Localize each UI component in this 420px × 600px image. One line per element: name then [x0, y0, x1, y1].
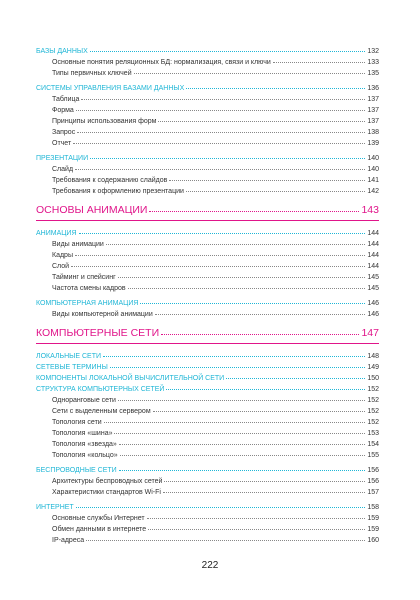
toc-title: Запрос — [52, 129, 76, 136]
chapter-rule — [36, 343, 379, 344]
toc-title: Требования к содержанию слайдов — [52, 177, 168, 184]
toc-entry[interactable] — [36, 534, 379, 545]
dot-leader — [76, 500, 366, 508]
toc-title: Слайд — [52, 166, 74, 173]
toc-title: АНИМАЦИЯ — [36, 230, 77, 237]
toc-page-number: 147 — [361, 327, 379, 339]
page-number: 222 — [201, 560, 219, 571]
toc-entry[interactable] — [36, 486, 379, 497]
toc-page-number: 148 — [367, 353, 379, 360]
dot-leader — [75, 162, 365, 170]
dot-leader — [104, 415, 366, 423]
toc-title: Слой — [52, 263, 70, 270]
toc-page-number: 159 — [367, 526, 379, 533]
toc-page-number: 139 — [367, 140, 379, 147]
toc-page-number: 140 — [367, 166, 379, 173]
dot-leader — [153, 404, 366, 412]
toc-title: Архитектуры беспроводных сетей — [52, 478, 163, 485]
dot-leader — [118, 270, 366, 278]
toc-page-number: 140 — [367, 155, 379, 162]
dot-leader — [73, 136, 365, 144]
toc-chapter[interactable] — [36, 325, 379, 339]
toc-title: КОМПЬЮТЕРНАЯ АНИМАЦИЯ — [36, 300, 139, 307]
dot-leader — [81, 92, 365, 100]
toc-page-number: 144 — [367, 252, 379, 259]
toc-title: Виды компьютерной анимации — [52, 311, 153, 318]
toc-title: Топология «звезда» — [52, 441, 117, 448]
toc-page-number: 156 — [367, 467, 379, 474]
toc-entry[interactable] — [36, 308, 379, 319]
toc-title: Требования к оформлению презентации — [52, 188, 184, 195]
dot-leader — [77, 125, 365, 133]
toc-title: Кадры — [52, 252, 73, 259]
toc-title: Отчет — [52, 140, 72, 147]
toc-entry[interactable] — [36, 185, 379, 196]
toc-title: ИНТЕРНЕТ — [36, 504, 74, 511]
toc-title: Основные понятия реляционных БД: нормализация, связи и ключи — [52, 59, 271, 66]
toc-page-number: 137 — [367, 118, 379, 125]
toc-title: Принципы использования форм — [52, 118, 157, 125]
toc-title: IP-адреса — [52, 537, 85, 544]
toc-page-number: 144 — [367, 241, 379, 248]
dot-leader — [226, 371, 365, 379]
toc-page-number: 157 — [367, 489, 379, 496]
dot-leader — [186, 184, 365, 192]
dot-leader — [164, 474, 365, 482]
toc-page-number: 137 — [367, 96, 379, 103]
dot-leader — [148, 522, 365, 530]
toc-title: КОМПЬЮТЕРНЫЕ СЕТИ — [36, 327, 160, 339]
toc-title: Топология «шина» — [52, 430, 113, 437]
dot-leader — [120, 448, 366, 456]
toc-page-number: 145 — [367, 285, 379, 292]
toc-page-number: 160 — [367, 537, 379, 544]
chapter-rule — [36, 220, 379, 221]
dot-leader — [163, 485, 365, 493]
toc-title: Топология сети — [52, 419, 102, 426]
toc-title: Сети с выделенным сервером — [52, 408, 151, 415]
dot-leader — [134, 66, 366, 74]
dot-leader — [79, 226, 366, 234]
toc-title: Частота смены кадров — [52, 285, 126, 292]
toc-title: Тайминг и спейсинг — [52, 274, 116, 281]
toc-page-number: 152 — [367, 419, 379, 426]
toc-page-number: 135 — [367, 70, 379, 77]
dot-leader — [128, 281, 366, 289]
toc-page-number: 152 — [367, 397, 379, 404]
toc-entry[interactable] — [36, 282, 379, 293]
toc-title: ОСНОВЫ АНИМАЦИИ — [36, 204, 148, 216]
dot-leader — [119, 437, 365, 445]
dot-leader — [75, 248, 365, 256]
dot-leader — [166, 382, 365, 390]
toc-page-number: 155 — [367, 452, 379, 459]
toc-page-number: 146 — [367, 311, 379, 318]
toc-page-number: 153 — [367, 430, 379, 437]
dot-leader — [71, 259, 365, 267]
toc-title: Одноранговые сети — [52, 397, 116, 404]
dot-leader — [169, 173, 365, 181]
dot-leader — [110, 360, 366, 368]
toc-list — [36, 45, 379, 545]
toc-page-number: 144 — [367, 230, 379, 237]
toc-page-number: 150 — [367, 375, 379, 382]
toc-page-number: 142 — [367, 188, 379, 195]
toc-title: КОМПОНЕНТЫ ЛОКАЛЬНОЙ ВЫЧИСЛИТЕЛЬНОЙ СЕТИ — [36, 375, 225, 382]
toc-entry[interactable] — [36, 137, 379, 148]
toc-page-number: 149 — [367, 364, 379, 371]
toc-page-number: 158 — [367, 504, 379, 511]
toc-page-number: 156 — [367, 478, 379, 485]
toc-title: ПРЕЗЕНТАЦИИ — [36, 155, 89, 162]
dot-leader — [186, 81, 365, 89]
dot-leader — [273, 55, 366, 63]
dot-leader — [106, 237, 365, 245]
dot-leader — [147, 511, 366, 519]
toc-title: Таблица — [52, 96, 80, 103]
toc-title: ЛОКАЛЬНЫЕ СЕТИ — [36, 353, 102, 360]
toc-page-number: 138 — [367, 129, 379, 136]
toc-page-number: 154 — [367, 441, 379, 448]
toc-title: Характеристики стандартов Wi-Fi — [52, 489, 161, 496]
toc-title: СТРУКТУРА КОМПЬЮТЕРНЫХ СЕТЕЙ — [36, 386, 165, 393]
dot-leader — [86, 533, 365, 541]
toc-entry[interactable] — [36, 449, 379, 460]
toc-entry[interactable] — [36, 67, 379, 78]
toc-page-number: 145 — [367, 274, 379, 281]
toc-page-number: 159 — [367, 515, 379, 522]
toc-page-number: 133 — [367, 59, 379, 66]
toc-page-number: 137 — [367, 107, 379, 114]
toc-title: БЕСПРОВОДНЫЕ СЕТИ — [36, 467, 117, 474]
toc-page-number: 152 — [367, 408, 379, 415]
toc-title: Типы первичных ключей — [52, 70, 132, 77]
toc-title: БАЗЫ ДАННЫХ — [36, 48, 88, 55]
toc-page-number: 132 — [367, 48, 379, 55]
toc-page-number: 141 — [367, 177, 379, 184]
dot-leader — [149, 201, 359, 212]
toc-title: Виды анимации — [52, 241, 104, 248]
toc-title: СИСТЕМЫ УПРАВЛЕНИЯ БАЗАМИ ДАННЫХ — [36, 85, 185, 92]
dot-leader — [103, 349, 365, 357]
dot-leader — [158, 114, 365, 122]
dot-leader — [76, 103, 365, 111]
dot-leader — [90, 151, 365, 159]
dot-leader — [155, 307, 366, 315]
dot-leader — [140, 296, 365, 304]
toc-page-number: 146 — [367, 300, 379, 307]
toc-chapter[interactable] — [36, 202, 379, 216]
dot-leader — [161, 324, 359, 335]
dot-leader — [90, 44, 366, 52]
toc-page-number: 152 — [367, 386, 379, 393]
dot-leader — [118, 393, 365, 401]
toc-title: СЕТЕВЫЕ ТЕРМИНЫ — [36, 364, 108, 371]
toc-page-number: 136 — [367, 85, 379, 92]
toc-page-number: 143 — [361, 204, 379, 216]
toc-page-number: 144 — [367, 263, 379, 270]
dot-leader — [119, 463, 366, 471]
dot-leader — [114, 426, 365, 434]
toc-title: Обмен данными в интернете — [52, 526, 147, 533]
toc-title: Топология «кольцо» — [52, 452, 118, 459]
toc-title: Основные службы Интернет — [52, 515, 145, 522]
toc-title: Форма — [52, 107, 74, 114]
